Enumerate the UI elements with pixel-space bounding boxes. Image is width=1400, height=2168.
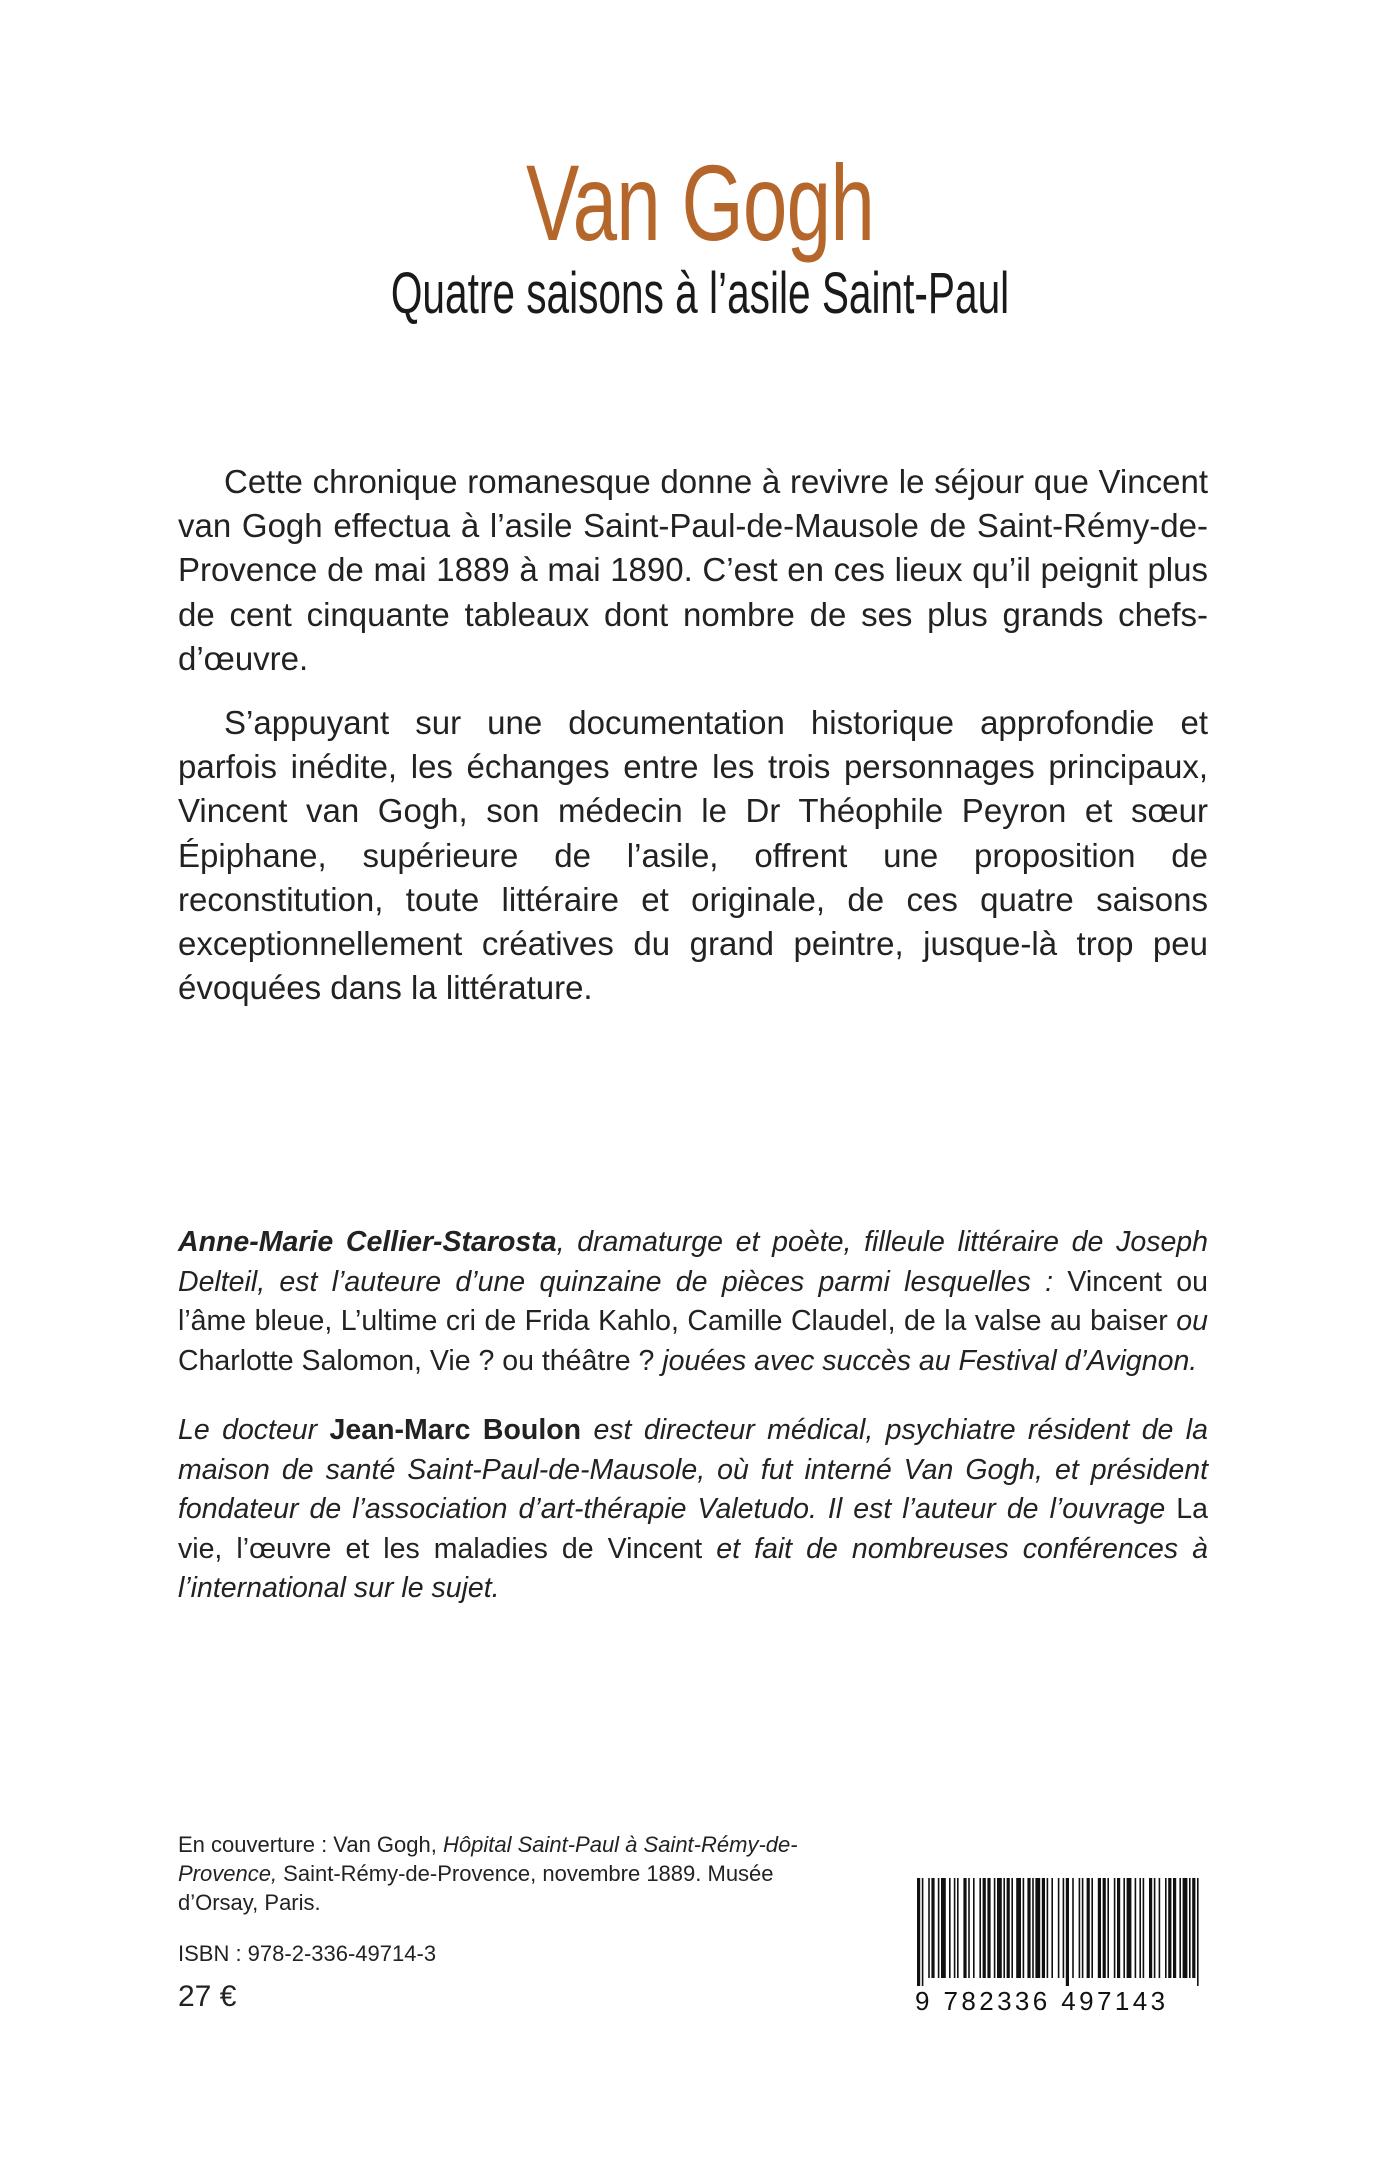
bio1-text-3: jouées avec succès au Festival d’Avignon. <box>654 1344 1198 1377</box>
barcode-bars <box>915 1878 1205 1986</box>
bio1-text-1: , dramaturge et poète, filleule littéraire de Joseph Delteil, est l’auteure d’une quinzaine de pièces parmi lesquelles : <box>178 1226 1208 1298</box>
isbn: ISBN : 978-2-336-49714-3 <box>178 1941 437 1966</box>
bio1-works-1: Vincent ou l’âme bleue, L’ultime cri de Frida Kahlo, Camille Claudel, de la valse au baiser <box>178 1265 1208 1337</box>
price: 27 € <box>178 1980 237 2013</box>
bio2-text-2: est directeur médical, psychiatre résident de la maison de santé Saint-Paul-de-Mausole, où fut interné Van Gogh, et président fondateur de l’association d’art-thérapie Valetudo. Il est l’auteur de l’ouvrage <box>178 1414 1208 1525</box>
summary-paragraph-2: S’appuyant sur une documentation historique approfondie et parfois inédite, les échanges entre les trois personnages principaux, Vincent van Gogh, son médecin le Dr Théophile Peyron et sœur Épiphane, supérieure de l’asile, offrent une proposition de reconstitution, toute littéraire et originale, de ces quatre saisons exceptionnellement créatives du grand peintre, jusque-là trop peu évoquées dans la littérature. <box>178 704 1208 1007</box>
credit-rest: Saint-Rémy-de-Provence, novembre 1889. Musée d’Orsay, Paris. <box>178 1861 774 1915</box>
author-name-2: Jean-Marc Boulon <box>329 1414 582 1446</box>
summary-block <box>178 460 1208 1030</box>
book-title: Van Gogh <box>525 142 875 263</box>
bio2-text-3: et fait de nombreuses conférences à l’international sur le sujet. <box>178 1532 1208 1604</box>
author-bios <box>178 1223 1208 1639</box>
cover-credit <box>178 1830 798 1917</box>
book-subtitle: Quatre saisons à l’asile Saint-Paul <box>390 261 1010 326</box>
author-bio-2 <box>178 1411 1208 1609</box>
bio1-text-2: ou <box>1167 1305 1209 1337</box>
author-bio-1 <box>178 1223 1208 1381</box>
barcode-digits: 9 782336 497143 <box>915 1986 1169 2016</box>
bio1-works-2: Charlotte Salomon, Vie ? ou théâtre ? <box>178 1344 655 1377</box>
bio2-text-1: Le docteur <box>178 1414 330 1446</box>
author-name-1: Anne-Marie Cellier-Starosta <box>178 1226 557 1258</box>
credit-work: Hôpital Saint-Paul à Saint-Rémy-de-Provence, <box>178 1832 798 1886</box>
credit-prefix: En couverture : Van Gogh, <box>178 1832 443 1857</box>
summary-paragraph-1: Cette chronique romanesque donne à revivre le séjour que Vincent van Gogh effectua à l’asile Saint-Paul-de-Mausole de Saint-Rémy-de-Provence de mai 1889 à mai 1890. C’est en ces lieux qu’il peignit plus de cent cinquante tableaux dont nombre de ses plus grands chefs-d’œuvre. <box>178 463 1208 677</box>
bio2-works-1: La vie, l’œuvre et les maladies de Vincent <box>178 1493 1208 1565</box>
